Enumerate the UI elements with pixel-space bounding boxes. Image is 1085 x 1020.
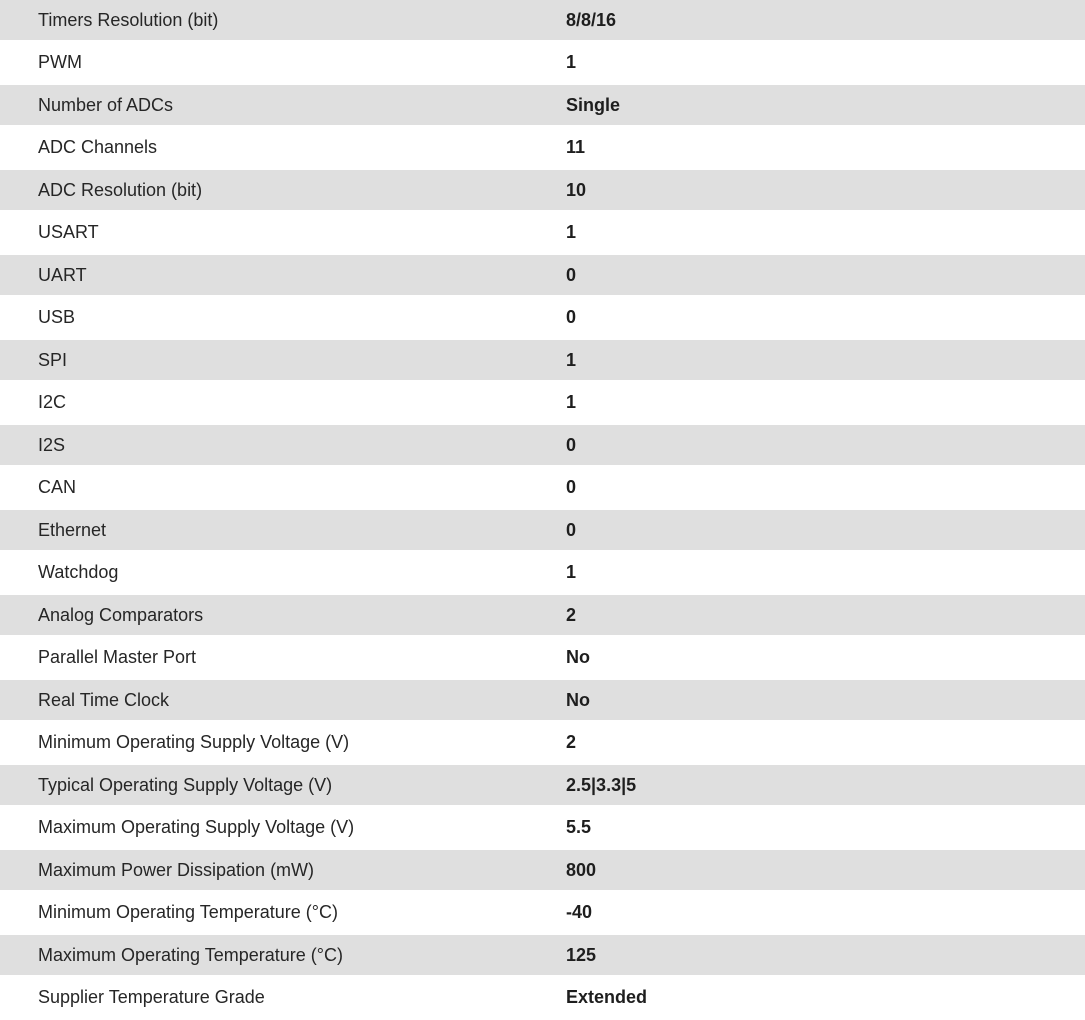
spec-label: ADC Channels: [0, 125, 566, 170]
spec-label: Watchdog: [0, 550, 566, 595]
spec-value: 0: [566, 255, 1085, 295]
spec-label: Analog Comparators: [0, 595, 566, 635]
spec-label: Timers Resolution (bit): [0, 0, 566, 40]
spec-row-usb: [0, 295, 1085, 340]
spec-label: Real Time Clock: [0, 680, 566, 720]
spec-row-max-supply-voltage: [0, 805, 1085, 850]
spec-row-timers-resolution: [0, 0, 1085, 40]
spec-label: Ethernet: [0, 510, 566, 550]
spec-row-adc-channels: [0, 125, 1085, 170]
spec-row-analog-comparators: [0, 595, 1085, 635]
spec-label: Maximum Power Dissipation (mW): [0, 850, 566, 890]
spec-label: I2C: [0, 380, 566, 425]
spec-value: 5.5: [566, 805, 1085, 850]
spec-row-i2c: [0, 380, 1085, 425]
spec-value: 1: [566, 380, 1085, 425]
spec-label: Minimum Operating Supply Voltage (V): [0, 720, 566, 765]
spec-value: 800: [566, 850, 1085, 890]
spec-value: 2: [566, 595, 1085, 635]
spec-row-real-time-clock: [0, 680, 1085, 720]
spec-value: Extended: [566, 975, 1085, 1020]
spec-label: Maximum Operating Temperature (°C): [0, 935, 566, 975]
spec-label: CAN: [0, 465, 566, 510]
spec-row-adc-resolution: [0, 170, 1085, 210]
spec-label: Maximum Operating Supply Voltage (V): [0, 805, 566, 850]
spec-label: PWM: [0, 40, 566, 85]
spec-value: 2: [566, 720, 1085, 765]
spec-value: 0: [566, 425, 1085, 465]
spec-row-supplier-temperature-grade: [0, 975, 1085, 1020]
spec-row-typical-supply-voltage: [0, 765, 1085, 805]
spec-row-pwm: [0, 40, 1085, 85]
spec-value: -40: [566, 890, 1085, 935]
spec-value: 1: [566, 550, 1085, 595]
spec-row-parallel-master-port: [0, 635, 1085, 680]
spec-row-can: [0, 465, 1085, 510]
spec-row-min-supply-voltage: [0, 720, 1085, 765]
spec-value: 125: [566, 935, 1085, 975]
spec-value: Single: [566, 85, 1085, 125]
spec-value: 11: [566, 125, 1085, 170]
spec-label: USART: [0, 210, 566, 255]
spec-label: Supplier Temperature Grade: [0, 975, 566, 1020]
spec-row-max-operating-temperature: [0, 935, 1085, 975]
spec-row-max-power-dissipation: [0, 850, 1085, 890]
spec-row-uart: [0, 255, 1085, 295]
spec-value: 1: [566, 210, 1085, 255]
spec-label: SPI: [0, 340, 566, 380]
spec-label: ADC Resolution (bit): [0, 170, 566, 210]
spec-row-spi: [0, 340, 1085, 380]
spec-row-i2s: [0, 425, 1085, 465]
spec-row-number-of-adcs: [0, 85, 1085, 125]
spec-value: 1: [566, 340, 1085, 380]
spec-label: Minimum Operating Temperature (°C): [0, 890, 566, 935]
spec-label: UART: [0, 255, 566, 295]
spec-value: No: [566, 635, 1085, 680]
spec-value: 0: [566, 510, 1085, 550]
spec-value: No: [566, 680, 1085, 720]
spec-value: 2.5|3.3|5: [566, 765, 1085, 805]
spec-value: 0: [566, 465, 1085, 510]
spec-label: USB: [0, 295, 566, 340]
spec-row-min-operating-temperature: [0, 890, 1085, 935]
spec-label: I2S: [0, 425, 566, 465]
spec-value: 8/8/16: [566, 0, 1085, 40]
spec-value: 1: [566, 40, 1085, 85]
spec-value: 10: [566, 170, 1085, 210]
spec-label: Typical Operating Supply Voltage (V): [0, 765, 566, 805]
spec-row-watchdog: [0, 550, 1085, 595]
spec-label: Parallel Master Port: [0, 635, 566, 680]
spec-row-ethernet: [0, 510, 1085, 550]
spec-label: Number of ADCs: [0, 85, 566, 125]
spec-value: 0: [566, 295, 1085, 340]
spec-row-usart: [0, 210, 1085, 255]
